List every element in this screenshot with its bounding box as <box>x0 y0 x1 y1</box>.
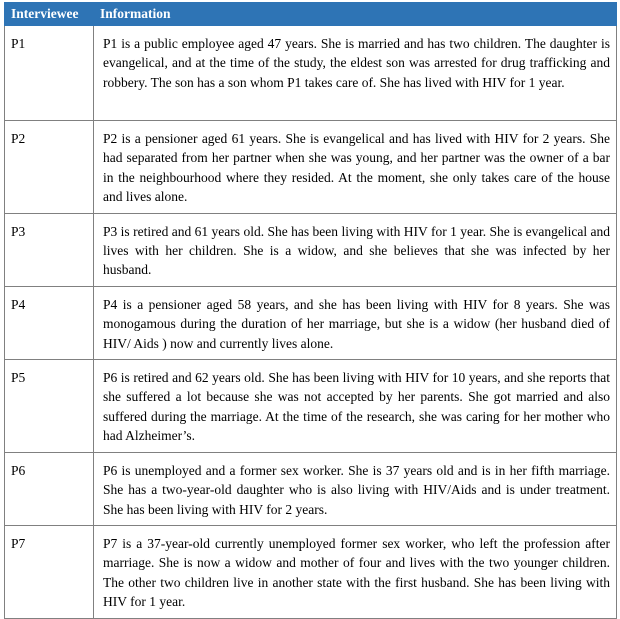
interviewee-id: P5 <box>5 360 94 453</box>
header-row <box>5 3 617 26</box>
table-row <box>5 452 617 525</box>
table-row <box>5 121 617 214</box>
interviewee-id: P2 <box>5 121 94 214</box>
table-row <box>5 286 617 359</box>
interviewee-info: P3 is retired and 61 years old. She has been living with HIV for 1 year. She is evangelical and lives with her children. She is a widow, and she believes that she was infected by her husband. <box>94 213 617 286</box>
interviewee-info: P4 is a pensioner aged 58 years, and she has been living with HIV for 8 years. She was monogamous during the duration of her marriage, but she is a widow (her husband died of HIV/ Aids ) now and currently lives alone. <box>94 286 617 359</box>
interviewee-id: P7 <box>5 525 94 618</box>
interviewee-info: P1 is a public employee aged 47 years. She is married and has two children. The daughter is evangelical, and at the time of the study, the eldest son was arrested for drug trafficking and robbery. The son has a son whom P1 takes care of. She has lived with HIV for 1 year. <box>94 26 617 121</box>
interviewee-id: P1 <box>5 26 94 121</box>
table-body <box>5 26 617 619</box>
table-row <box>5 360 617 453</box>
interviewee-id: P4 <box>5 286 94 359</box>
interviewee-id: P3 <box>5 213 94 286</box>
table-row <box>5 525 617 618</box>
interviewee-info: P6 is retired and 62 years old. She has been living with HIV for 10 years, and she reports that she suffered a lot because she was not accepted by her parents. She got married and also suffered during the marriage. At the time of the research, she was caring for her mother who had Alzheimer’s. <box>94 360 617 453</box>
header-interviewee: Interviewee <box>5 3 94 26</box>
interviewee-info: P2 is a pensioner aged 61 years. She is evangelical and has lived with HIV for 2 years. She had separated from her partner when she was young, and her partner was the owner of a bar in the neighbourhood where they resided. At the moment, she only takes care of the house and lives alone. <box>94 121 617 214</box>
interviewee-table-container <box>4 2 616 619</box>
table-row <box>5 213 617 286</box>
table-row <box>5 26 617 121</box>
table-header <box>5 3 617 26</box>
header-information: Information <box>94 3 617 26</box>
interviewee-table <box>4 2 617 619</box>
interviewee-info: P6 is unemployed and a former sex worker. She is 37 years old and is in her fifth marriage. She has a two-year-old daughter who is also living with HIV/Aids and is under treatment. She has been living with HIV for 2 years. <box>94 452 617 525</box>
interviewee-info: P7 is a 37-year-old currently unemployed former sex worker, who left the profession after marriage. She is now a widow and mother of four and lives with the two younger children. The other two children live in another state with the first husband. She has been living with HIV for 1 year. <box>94 525 617 618</box>
interviewee-id: P6 <box>5 452 94 525</box>
